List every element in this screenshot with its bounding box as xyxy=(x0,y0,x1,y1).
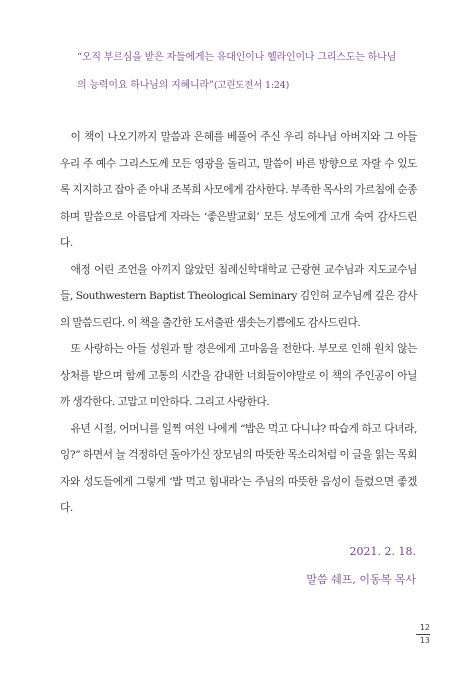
paragraph-4: 유년 시절, 어머니를 일찍 여읜 나에게 “밥은 먹고 다니냐? 따습게 하고 다녀라, 잉?” 하면서 늘 걱정하던 돌아가신 장모님의 따뜻한 목소리처럼 이 글을 읽는 목회자와 성도들에게 그렇게 ‘밥 먹고 힘내라’는 주님의 따뜻한 음성이 들렸으면 좋겠다. xyxy=(60,422,417,514)
page-number xyxy=(410,623,430,646)
paragraph-2: 애정 어린 조언을 아끼지 않았던 침례신학대학교 근광현 교수님과 지도교수님들, Southwestern Baptist Theological Seminary 김인허 교수님께 깊은 감사의 말씀드린다. 이 책을 출간한 도서출판 샘솟는기쁨에도 감사드린다. xyxy=(60,263,417,329)
paragraph-1: 이 책이 나오기까지 말씀과 은혜를 베풀어 주신 우리 하나님 아버지와 그 아들 우리 주 예수 그리스도께 모든 영광을 돌리고, 말씀이 바른 방향으로 자랄 수 있도록 지지하고 잡아 준 아내 조복희 사모에게 감사한다. 부족한 목사의 가르침에 순종하며 말씀으로 아름답게 자라는 ‘좋은발교회’ 모든 성도에게 고개 숙여 감사드린다. xyxy=(60,131,417,249)
epigraph-line-1: “오직 부르심을 받은 자들에게는 유대인이나 헬라인이나 그리스도는 하나님 xyxy=(77,52,397,63)
epigraph-reference: (고린도전서 1:24) xyxy=(213,80,290,91)
paragraph-3: 또 사랑하는 아들 성원과 딸 경은에게 고마움을 전한다. 부모로 인해 원치 않는 상처를 받으며 함께 고통의 시간을 감내한 너희들이야말로 이 책의 주인공이 아닐까 생각한다. 고맙고 미안하다. 그리고 사랑한다. xyxy=(60,343,417,408)
signature-date: 2021. 2. 18. xyxy=(349,545,416,558)
signature-name: 말씀 쉐프, 이동복 목사 xyxy=(306,573,416,586)
page-number-divider xyxy=(416,634,430,635)
page-number-right: 13 xyxy=(419,636,430,645)
epigraph xyxy=(77,44,417,100)
epigraph-line-2: 의 능력이요 하나님의 지혜니라” xyxy=(77,80,214,91)
acknowledgments-body xyxy=(60,124,417,522)
page-number-left: 12 xyxy=(419,623,430,632)
